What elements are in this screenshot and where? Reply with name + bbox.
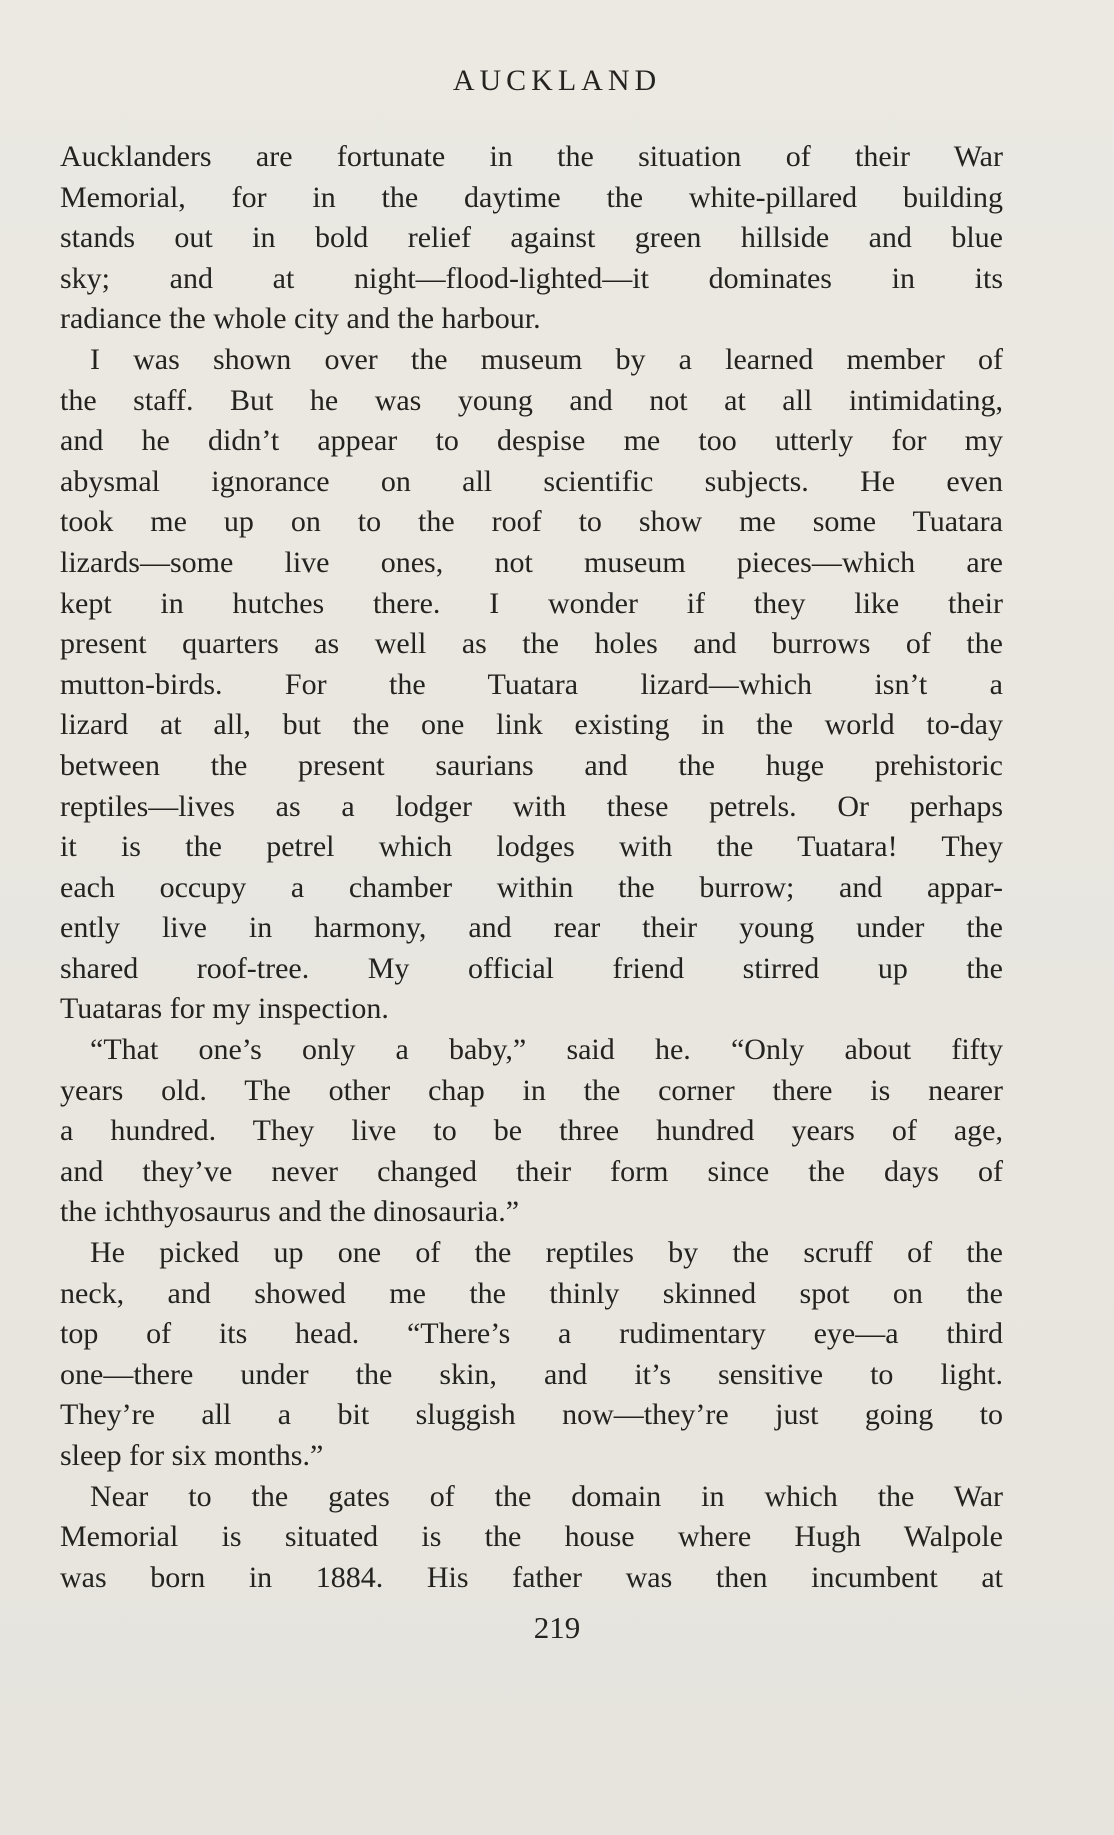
text-line: I was shown over the museum by a learned member of: [90, 342, 1003, 376]
text-line: reptiles—lives as a lodger with these petrels. Or perhaps: [60, 789, 1003, 823]
text-line: neck, and showed me the thinly skinned spot on the: [60, 1276, 1003, 1310]
text-line: Memorial, for in the daytime the white-pillared building: [60, 180, 1003, 214]
text-line: took me up on to the roof to show me some Tuatara: [60, 505, 1003, 539]
running-head: AUCKLAND: [452, 64, 662, 97]
text-line: Tuataras for my inspection.: [60, 992, 389, 1026]
text-line: ently live in harmony, and rear their young under the: [60, 911, 1003, 945]
text-line: abysmal ignorance on all scientific subjects. He even: [60, 464, 1003, 498]
text-line: a hundred. They live to be three hundred years of age,: [60, 1114, 1003, 1148]
text-line: radiance the whole city and the harbour.: [60, 302, 541, 336]
text-line: one—there under the skin, and it’s sensitive to light.: [60, 1357, 1003, 1391]
text-line: present quarters as well as the holes and burrows of the: [60, 627, 1003, 661]
text-line: lizards—some live ones, not museum pieces—which are: [60, 545, 1003, 579]
body-text: [60, 137, 1003, 1598]
text-line: lizard at all, but the one link existing in the world to-day: [60, 708, 1003, 742]
text-line: it is the petrel which lodges with the Tuatara! They: [60, 830, 1003, 864]
text-line: each occupy a chamber within the burrow; and appar-: [60, 870, 1003, 904]
text-line: stands out in bold relief against green hillside and blue: [60, 221, 1003, 255]
text-line: mutton-birds. For the Tuatara lizard—which isn’t a: [60, 667, 1003, 701]
text-line: sky; and at night—flood-lighted—it dominates in its: [60, 261, 1003, 295]
page-number: 219: [533, 1610, 581, 1645]
text-line: years old. The other chap in the corner there is nearer: [60, 1073, 1003, 1107]
text-line: He picked up one of the reptiles by the scruff of the: [90, 1236, 1003, 1270]
text-line: Aucklanders are fortunate in the situation of their War: [60, 140, 1003, 173]
text-line: the staff. But he was young and not at all intimidating,: [60, 383, 1003, 417]
text-line: “That one’s only a baby,” said he. “Only about fifty: [90, 1033, 1003, 1067]
text-line: Memorial is situated is the house where Hugh Walpole: [60, 1520, 1003, 1554]
text-line: was born in 1884. His father was then incumbent at: [60, 1560, 1003, 1594]
text-line: the ichthyosaurus and the dinosauria.”: [60, 1195, 520, 1229]
text-line: between the present saurians and the huge prehistoric: [60, 748, 1003, 782]
text-line: top of its head. “There’s a rudimentary eye—a third: [60, 1317, 1003, 1351]
text-line: shared roof-tree. My official friend stirred up the: [60, 951, 1003, 985]
text-line: kept in hutches there. I wonder if they like their: [60, 586, 1003, 620]
text-line: and they’ve never changed their form since the days of: [60, 1154, 1003, 1188]
text-line: and he didn’t appear to despise me too utterly for my: [60, 424, 1003, 458]
text-line: Near to the gates of the domain in which the War: [90, 1479, 1003, 1513]
text-line: sleep for six months.”: [60, 1439, 324, 1472]
text-line: They’re all a bit sluggish now—they’re just going to: [60, 1398, 1003, 1432]
